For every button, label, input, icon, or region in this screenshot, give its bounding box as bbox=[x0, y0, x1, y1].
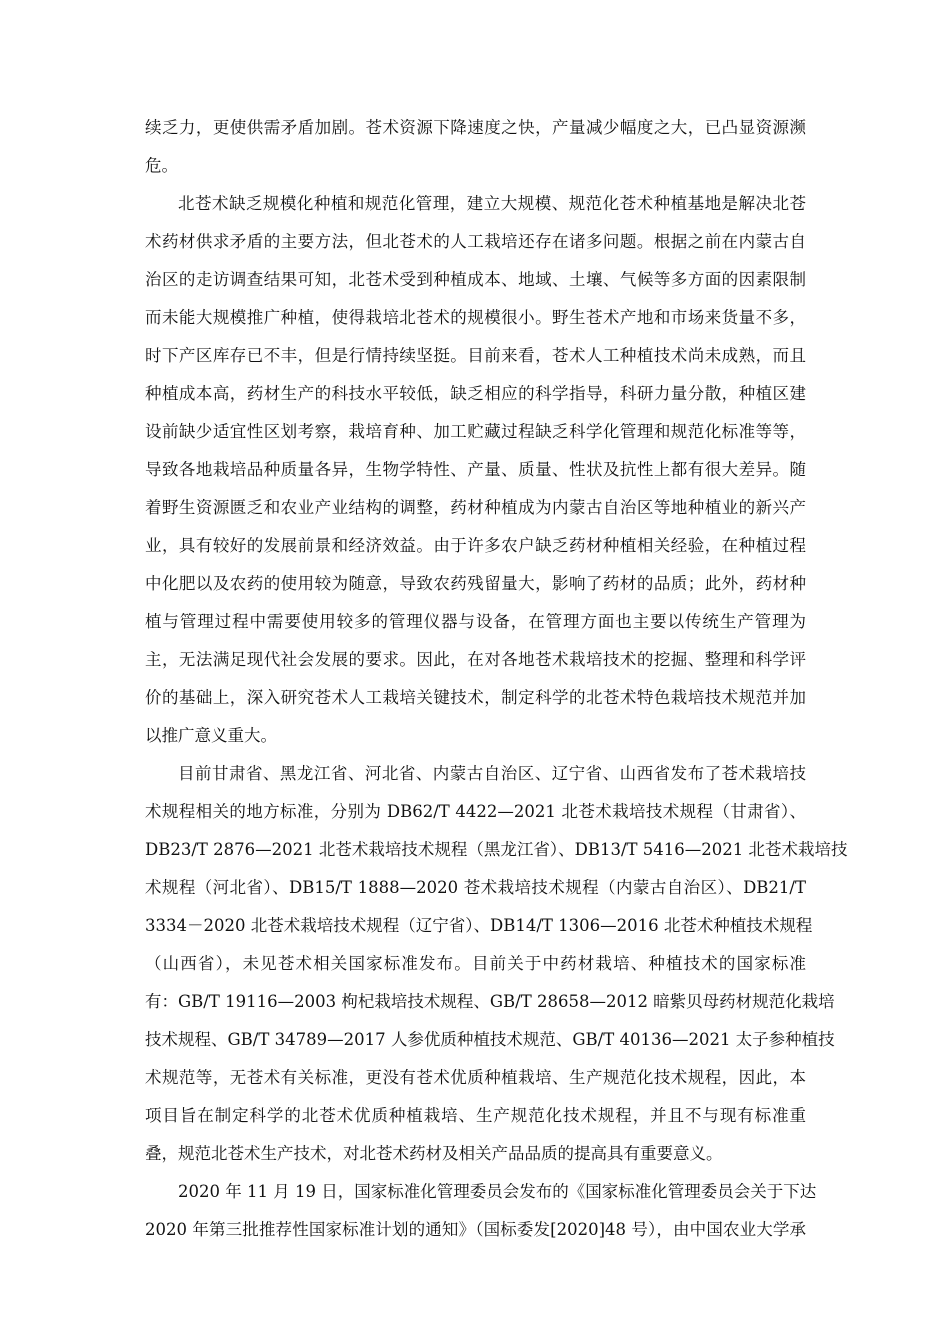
paragraph-line: 时下产区库存已不丰，但是行情持续坚挺。目前来看，苍术人工种植技术尚未成熟，而且 bbox=[145, 346, 806, 365]
paragraph-line: 2020 年 11 月 19 日，国家标准化管理委员会发布的《国家标准化管理委员会关于下达 bbox=[178, 1182, 817, 1201]
paragraph-line: 设前缺少适宜性区划考察，栽培育种、加工贮藏过程缺乏科学化管理和规范化标准等等， bbox=[145, 422, 806, 441]
paragraph-line: 主，无法满足现代社会发展的要求。因此，在对各地苍术栽培技术的挖掘、整理和科学评 bbox=[145, 650, 806, 669]
paragraph-line: 着野生资源匮乏和农业产业结构的调整，药材种植成为内蒙古自治区等地种植业的新兴产 bbox=[145, 498, 806, 517]
paragraph-line: 目前甘肃省、黑龙江省、河北省、内蒙古自治区、辽宁省、山西省发布了苍术栽培技 bbox=[178, 764, 806, 783]
paragraph-line: 项目旨在制定科学的北苍术优质种植栽培、生产规范化技术规程，并且不与现有标准重 bbox=[145, 1106, 806, 1125]
paragraph-line: 术药材供求矛盾的主要方法，但北苍术的人工栽培还存在诸多问题。根据之前在内蒙古自 bbox=[145, 232, 806, 251]
paragraph-line: 北苍术缺乏规模化种植和规范化管理，建立大规模、规范化苍术种植基地是解决北苍 bbox=[178, 194, 806, 213]
paragraph-line: 2020 年第三批推荐性国家标准计划的通知》（国标委发[2020]48 号），由中国农业大学承 bbox=[145, 1220, 806, 1239]
paragraph-line: 治区的走访调查结果可知，北苍术受到种植成本、地域、土壤、气候等多方面的因素限制 bbox=[145, 270, 806, 289]
paragraph-line: 3334－2020 北苍术栽培技术规程（辽宁省）、DB14/T 1306—2016 北苍术种植技术规程 bbox=[145, 916, 813, 935]
paragraph-line: 续乏力，更使供需矛盾加剧。苍术资源下降速度之快，产量减少幅度之大，已凸显资源濒 bbox=[145, 118, 806, 137]
paragraph-line: 而未能大规模推广种植，使得栽培北苍术的规模很小。野生苍术产地和市场来货量不多， bbox=[145, 308, 806, 327]
paragraph-line: 业，具有较好的发展前景和经济效益。由于许多农户缺乏药材种植相关经验，在种植过程 bbox=[145, 536, 806, 555]
paragraph-line: 有：GB/T 19116—2003 枸杞栽培技术规程、GB/T 28658—2012 暗紫贝母药材规范化栽培 bbox=[145, 992, 835, 1011]
paragraph-line: 术规程相关的地方标准，分别为 DB62/T 4422—2021 北苍术栽培技术规程（甘肃省）、 bbox=[145, 802, 806, 821]
paragraph-line: DB23/T 2876—2021 北苍术栽培技术规程（黑龙江省）、DB13/T 5416—2021 北苍术栽培技 bbox=[145, 840, 848, 859]
paragraph-line: 术规范等，无苍术有关标准，更没有苍术优质种植栽培、生产规范化技术规程，因此，本 bbox=[145, 1068, 806, 1087]
paragraph-line: 导致各地栽培品种质量各异，生物学特性、产量、质量、性状及抗性上都有很大差异。随 bbox=[145, 460, 806, 479]
paragraph-line: 术规程（河北省）、DB15/T 1888—2020 苍术栽培技术规程（内蒙古自治区）、DB21/T bbox=[145, 878, 806, 897]
paragraph-line: 植与管理过程中需要使用较多的管理仪器与设备，在管理方面也主要以传统生产管理为 bbox=[145, 612, 806, 631]
paragraph-line: 技术规程、GB/T 34789—2017 人参优质种植技术规范、GB/T 40136—2021 太子参种植技 bbox=[145, 1030, 835, 1049]
paragraph-line: 叠，规范北苍术生产技术，对北苍术药材及相关产品品质的提高具有重要意义。 bbox=[145, 1144, 723, 1163]
paragraph-line: 中化肥以及农药的使用较为随意，导致农药残留量大，影响了药材的品质；此外，药材种 bbox=[145, 574, 806, 593]
paragraph-line: 价的基础上，深入研究苍术人工栽培关键技术，制定科学的北苍术特色栽培技术规范并加 bbox=[145, 688, 806, 707]
paragraph-line: 以推广意义重大。 bbox=[145, 726, 277, 745]
paragraph-line: 种植成本高，药材生产的科技水平较低，缺乏相应的科学指导，科研力量分散，种植区建 bbox=[145, 384, 806, 403]
paragraph-line: （山西省），未见苍术相关国家标准发布。目前关于中药材栽培、种植技术的国家标准 bbox=[145, 954, 806, 973]
paragraph-line: 危。 bbox=[145, 156, 178, 175]
